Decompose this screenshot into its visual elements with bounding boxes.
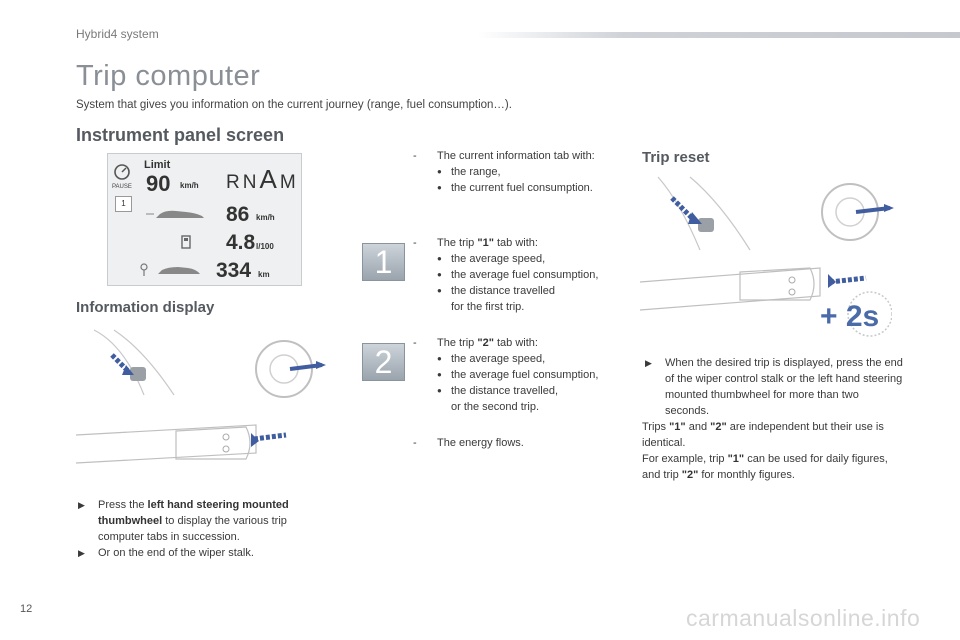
trip-reset-note: Trips "1" and "2" are independent but their use is identical. (642, 421, 884, 449)
speed-limiter-icon (112, 160, 136, 190)
current-info-tab: - The current information tab with: ● the range, ● the current fuel consumption. (437, 148, 627, 196)
gear-r: R (226, 172, 243, 193)
header-rule (478, 32, 960, 38)
reset-thumbwheel-illustration (650, 172, 760, 252)
hold-label: + 2s (820, 300, 880, 333)
page-subtitle: System that gives you information on the current journey (range, fuel consumption…). (76, 99, 512, 111)
list-item: ● the average fuel consumption, (437, 367, 627, 383)
trip-2-tab: - The trip "2" tab with: ● the average speed, ● the average fuel consumption, ● the distance travelled, or the second trip. (437, 335, 627, 415)
list-item: ● the distance travelled, (437, 383, 627, 399)
average-speed-unit: km/h (256, 213, 275, 222)
instrument-display (107, 153, 302, 286)
car-speed-icon (146, 206, 208, 222)
fuel-consumption-value: 4.8 (226, 231, 256, 254)
energy-flows-tab: - The energy flows. (413, 437, 524, 449)
pause-label: PAUSE (112, 184, 132, 190)
page-number: 12 (20, 603, 33, 615)
list-item: ● the average fuel consumption, (437, 267, 627, 283)
tab-1-badge: 1 (362, 243, 405, 281)
trip-1-tab: - The trip "1" tab with: ● the average speed, ● the average fuel consumption, ● the distance travelled for the first trip. (437, 235, 627, 315)
step-arrow-icon: ▶ (645, 358, 652, 368)
list-item: ● the range, (437, 164, 627, 180)
gear-n: N (242, 172, 260, 193)
gear-indicator (226, 164, 299, 195)
range-unit: km (258, 270, 270, 279)
list-item: ● the current fuel consumption. (437, 180, 627, 196)
page-title: Trip computer (76, 60, 261, 92)
watermark: carmanualsonline.info (686, 605, 921, 631)
list-item: ● the distance travelled (437, 283, 627, 299)
car-range-icon (140, 262, 204, 278)
info-display-step-2: ▶ Or on the end of the wiper stalk. (78, 547, 254, 559)
section-label: Hybrid4 system (76, 27, 159, 41)
step-arrow-icon: ▶ (78, 548, 85, 558)
reset-steering-wheel-icon (810, 178, 896, 248)
trip-reset-step: ▶ When the desired trip is displayed, press the end of the wiper control stalk or the left hand steering mounted thumbwheel for more than two seconds. (645, 357, 903, 417)
limit-value: 90 (146, 171, 171, 196)
step-arrow-icon: ▶ (78, 500, 85, 510)
range-value: 334 (216, 259, 252, 282)
hold-two-seconds-icon (818, 288, 892, 342)
wiper-stalk-illustration (76, 413, 316, 483)
gear-m: M (279, 172, 299, 193)
information-display-heading: Information display (76, 299, 215, 316)
list-item: ● the average speed, (437, 251, 627, 267)
steering-wheel-icon (246, 333, 328, 405)
gear-a: A (259, 164, 280, 194)
list-item: ● the average speed, (437, 351, 627, 367)
trip-reset-heading: Trip reset (642, 149, 710, 166)
average-speed-value: 86 (226, 203, 250, 226)
fuel-consumption-unit: l/100 (256, 242, 274, 251)
fuel-pump-icon (180, 234, 194, 250)
limit-unit: km/h (180, 181, 199, 190)
trip-reset-example: For example, trip "1" can be used for daily figures, and trip "2" for monthly figures. (642, 453, 888, 481)
info-display-step-1: ▶ Press the left hand steering mounted thumbwheel to display the various trip computer tabs in succession. (78, 499, 289, 543)
steering-thumbwheel-illustration (84, 325, 184, 400)
tab-number: 1 (115, 196, 132, 212)
limit-label: Limit (144, 159, 171, 171)
instrument-panel-heading: Instrument panel screen (76, 125, 285, 145)
tab-2-badge: 2 (362, 343, 405, 381)
